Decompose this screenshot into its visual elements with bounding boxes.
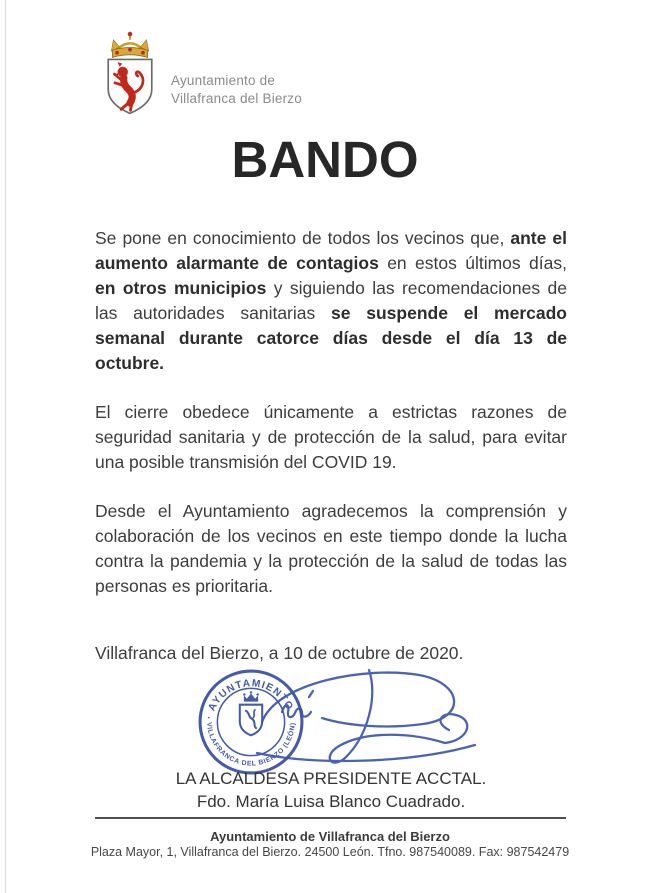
org-name — [171, 72, 302, 107]
document-title: BANDO — [231, 131, 419, 188]
handwritten-signature-icon — [227, 660, 495, 778]
footer-org-name: Ayuntamiento de Villafranca del Bierzo — [210, 829, 450, 844]
stamp-ring-bottom-text: VILLAFRANCA DEL BIERZO (LEÓN) — [205, 721, 297, 768]
p1-run-bold: se suspende el mercado semanal durante catorce días desde el día 13 de octubre. — [95, 303, 567, 373]
document-body — [95, 226, 567, 690]
stamp-ring-top-text: · AYUNTAMIENTO · — [203, 678, 299, 721]
paragraph-3: Desde el Ayuntamiento agradecemos la comprensión y colaboración de los vecinos en este tiempo donde la lucha contra la pandemia y la protección de la salud de todas las personas es prioritaria. — [95, 501, 567, 596]
org-name-line1: Ayuntamiento de — [171, 73, 276, 88]
dateline: Villafranca del Bierzo, a 10 de octubre de 2020. — [95, 643, 464, 663]
p1-run-normal: en estos últimos días, — [378, 253, 567, 273]
org-name-line2: Villafranca del Bierzo — [171, 90, 302, 106]
signer-name: Fdo. María Luisa Blanco Cuadrado. — [196, 792, 466, 811]
paragraph-2: El cierre obedece únicamente a estrictas razones de seguridad sanitaria y de protección de la salud, para evitar una posible transmisión del COVID 19. — [95, 402, 567, 472]
footer-divider-line — [95, 817, 566, 819]
p1-run-bold: en otros municipios — [95, 278, 267, 298]
signer-role: LA ALCALDESA PRESIDENTE ACCTAL. — [175, 769, 487, 788]
signature-area — [95, 660, 567, 782]
paragraph-1 — [95, 226, 567, 376]
p1-run-bold: ante el aumento alarmante de contagios — [95, 228, 567, 273]
document-header — [102, 30, 302, 118]
p1-run-normal: y siguiendo las recomendaciones de las autoridades sanitarias — [95, 278, 567, 323]
villafranca-coat-of-arms-icon — [102, 30, 158, 118]
footer-address: Plaza Mayor, 1, Villafranca del Bierzo. 24500 León. Tfno. 987540089. Fax: 987542479 — [90, 845, 570, 859]
p1-run-normal: Se pone en conocimiento de todos los vecinos que, — [95, 228, 511, 248]
